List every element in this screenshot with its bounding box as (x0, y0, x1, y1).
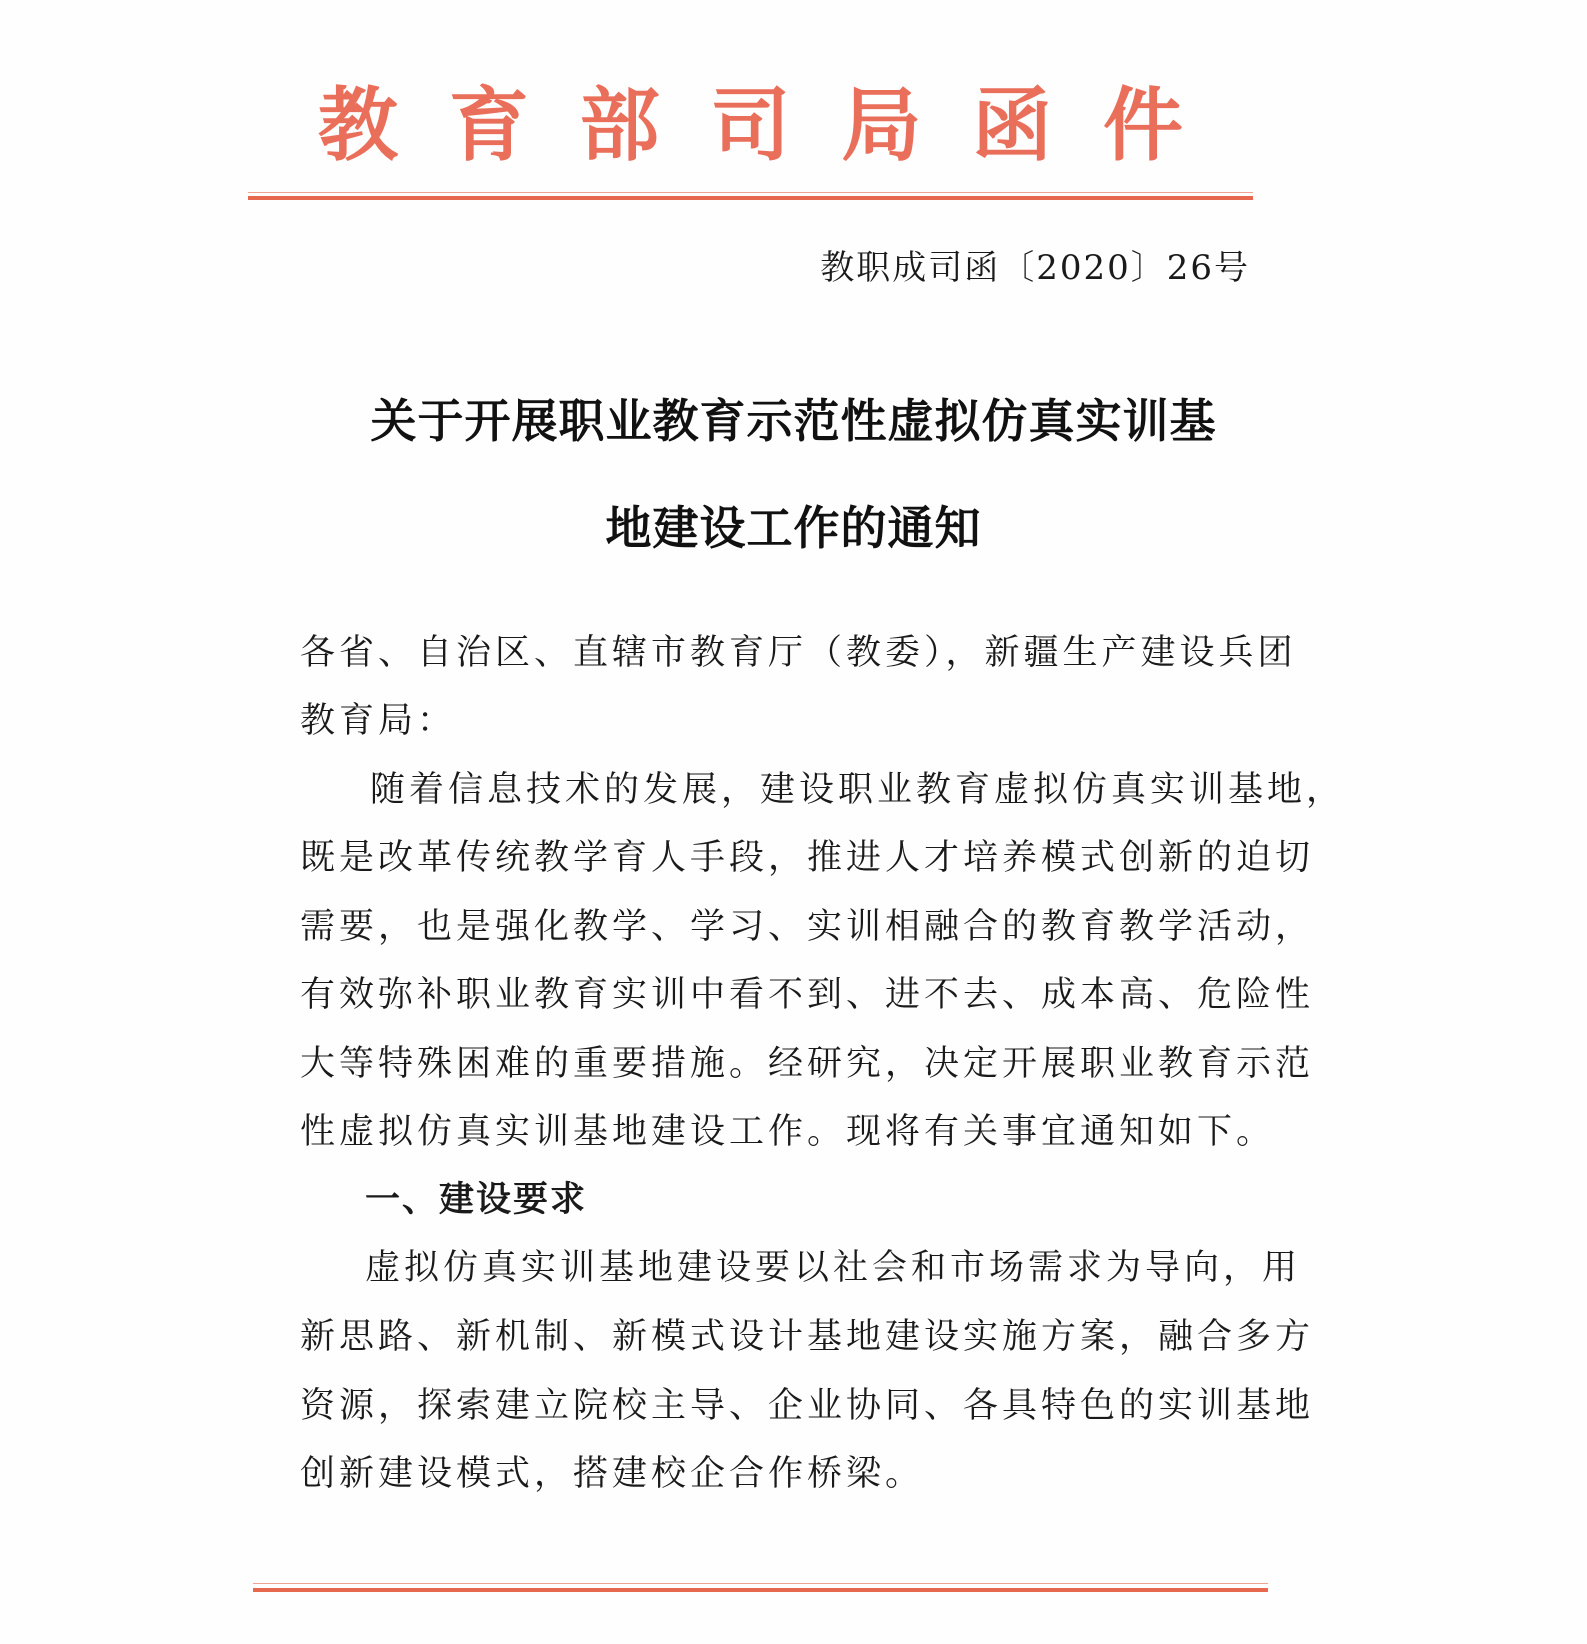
body-line: 创新建设模式，搭建校企合作桥梁。 (300, 1454, 925, 1494)
body-line: 资源，探索建立院校主导、企业协同、各具特色的实训基地 (300, 1386, 1315, 1426)
letterhead-divider (248, 196, 1253, 200)
body-line-recipients-cont: 教育局： (300, 701, 457, 741)
body-line: 新思路、新机制、新模式设计基地建设实施方案，融合多方 (300, 1317, 1315, 1357)
body-line: 大等特殊困难的重要措施。经研究，决定开展职业教育示范 (300, 1044, 1315, 1084)
footer-divider-thin (253, 1583, 1268, 1584)
body-line: 虚拟仿真实训基地建设要以社会和市场需求为导向，用 (365, 1248, 1302, 1288)
body-line: 性虚拟仿真实训基地建设工作。现将有关事宜通知如下。 (300, 1112, 1276, 1152)
document-title-line-1: 关于开展职业教育示范性虚拟仿真实训基 (370, 394, 1217, 448)
document-number: 教职成司函〔2020〕26号 (820, 248, 1250, 288)
body-line: 需要，也是强化教学、学习、实训相融合的教育教学活动， (300, 907, 1315, 947)
body-line-recipients: 各省、自治区、直辖市教育厅（教委），新疆生产建设兵团 (300, 633, 1297, 673)
letterhead-divider-thin (248, 192, 1253, 193)
footer-divider (253, 1588, 1268, 1592)
letterhead-char: 教 (318, 78, 398, 172)
section-heading: 一、建设要求 (365, 1180, 588, 1220)
letterhead-char: 司 (710, 78, 791, 172)
letterhead-char: 函 (972, 78, 1053, 172)
letterhead-char: 育 (448, 78, 529, 172)
body-line: 随着信息技术的发展，建设职业教育虚拟仿真实训基地， (370, 770, 1346, 810)
letterhead-char: 局 (841, 78, 922, 172)
document-title-line-2: 地建设工作的通知 (605, 501, 982, 555)
letterhead (248, 70, 1253, 180)
body-line: 有效弥补职业教育实训中看不到、进不去、成本高、危险性 (300, 975, 1315, 1015)
letterhead-char: 部 (579, 78, 660, 172)
letterhead-char: 件 (1102, 78, 1183, 172)
body-line: 既是改革传统教学育人手段，推进人才培养模式创新的迫切 (300, 838, 1315, 878)
